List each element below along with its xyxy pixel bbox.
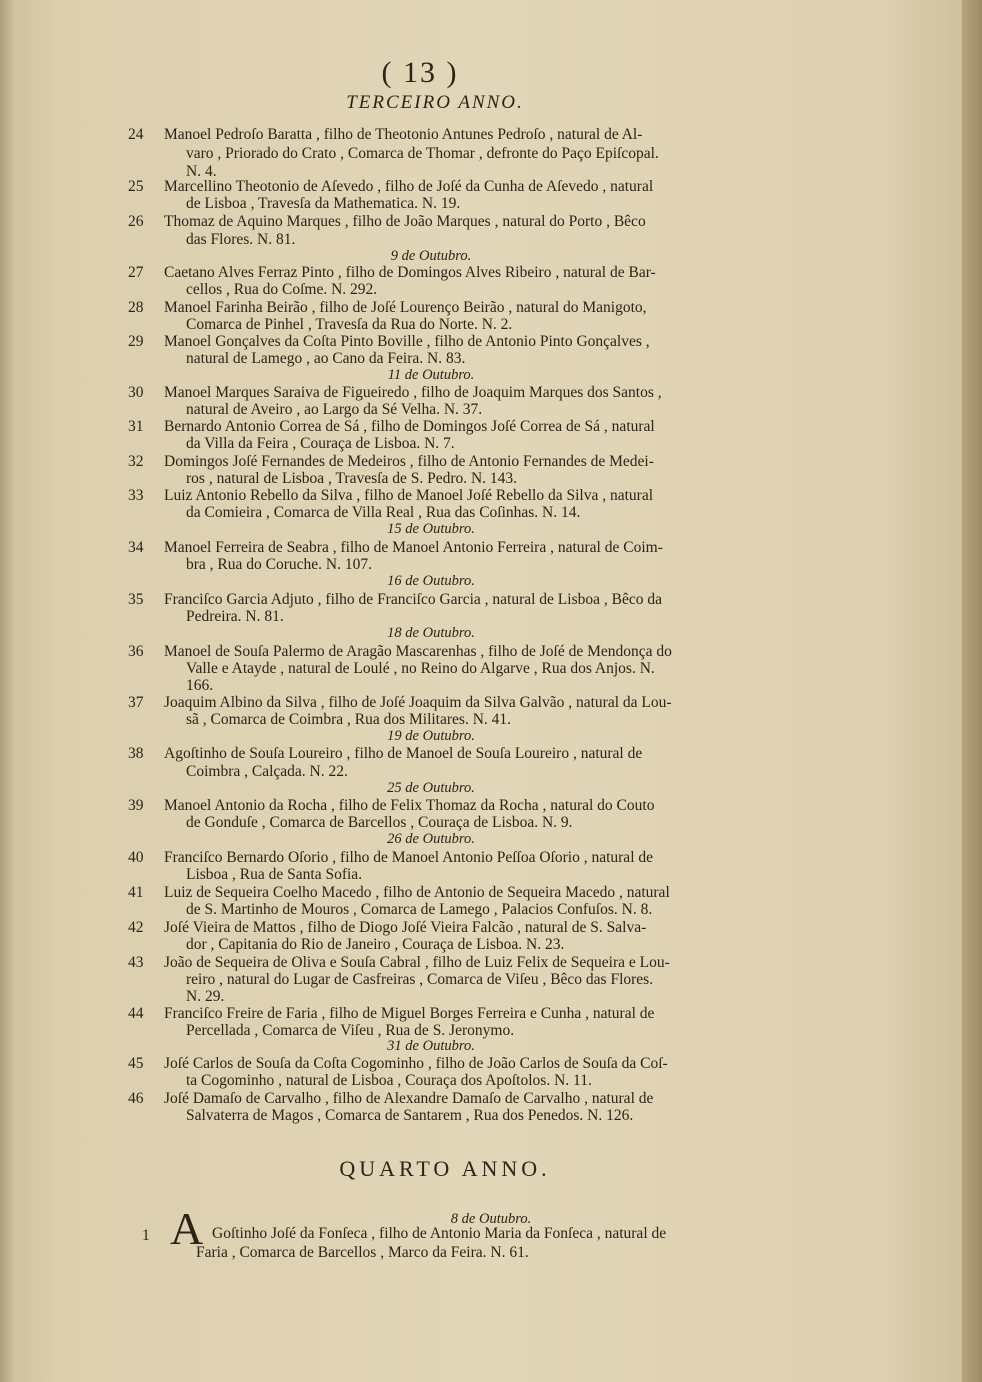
entry-27-line-2 <box>0 280 962 300</box>
entry-text: da Villa da Feira , Couraça de Lisboa. N. 7. <box>186 435 455 452</box>
entry-45-line-2 <box>0 1071 962 1091</box>
entry-number: 1 <box>142 1227 150 1244</box>
entry-25-line-2 <box>0 194 962 214</box>
entry-24-line-2 <box>0 144 962 164</box>
date-heading: 15 de Outubro. <box>387 521 475 537</box>
entry-number: 41 <box>128 884 144 901</box>
entry-text: de S. Martinho de Mouros , Comarca de Lamego , Palacios Confuſos. N. 8. <box>186 901 653 918</box>
entry-text: João de Sequeira de Oliva e Souſa Cabral , filho de Luiz Felix de Sequeira e Lou- <box>164 954 670 971</box>
entry-text: Franciſco Bernardo Oſorio , filho de Manoel Antonio Peſſoa Oſorio , natural de <box>164 849 653 866</box>
entry-text: Manoel Farinha Beirão , filho de Joſé Lourenço Beirão , natural do Manigoto, <box>164 299 647 316</box>
entry-text: Domingos Joſé Fernandes de Medeiros , filho de Antonio Fernandes de Medei- <box>164 453 654 470</box>
entry-text: Goſtinho Joſé da Fonſeca , filho de Antonio Maria da Fonſeca , natural de <box>212 1225 667 1242</box>
entry-text: Manoel Ferreira de Seabra , filho de Manoel Antonio Ferreira , natural de Coim- <box>164 539 663 556</box>
entry-text: Caetano Alves Ferraz Pinto , filho de Domingos Alves Ribeiro , natural de Bar- <box>164 264 656 281</box>
entry-text: Joſé Vieira de Mattos , filho de Diogo Joſé Vieira Falcão , natural de S. Salva- <box>164 919 647 936</box>
entry-text: Lisboa , Rua de Santa Sofia. <box>186 866 363 883</box>
entry-number: 28 <box>128 299 144 316</box>
entry-38-line-1 <box>0 744 962 764</box>
entry-46-line-2 <box>0 1106 962 1126</box>
date-heading: 25 de Outubro. <box>387 780 475 796</box>
entry-text: Manoel Pedroſo Baratta , filho de Theotonio Antunes Pedroſo , natural de Al- <box>164 126 643 143</box>
entry-text: bra , Rua do Coruche. N. 107. <box>186 556 372 573</box>
entry-number: 26 <box>128 213 144 230</box>
entry-number: 34 <box>128 539 144 556</box>
entry-number: 29 <box>128 333 144 350</box>
date-heading: 11 de Outubro. <box>387 367 475 383</box>
entry-text: ta Cogominho , natural de Lisboa , Couraça dos Apoſtolos. N. 11. <box>186 1072 592 1089</box>
entry-text: Luiz de Sequeira Coelho Macedo , filho de Antonio de Sequeira Macedo , natural <box>164 884 670 901</box>
drop-cap: A <box>170 1203 204 1254</box>
entry-text: Joſé Damaſo de Carvalho , filho de Alexandre Damaſo de Carvalho , natural de <box>164 1090 654 1107</box>
entry-text: Pedreira. N. 81. <box>186 608 284 625</box>
section-title-quarto-anno: QUARTO ANNO. <box>339 1156 551 1181</box>
date-heading: 8 de Outubro. <box>450 1211 532 1227</box>
entry-text: dor , Capitania do Rio de Janeiro , Couraça de Lisboa. N. 23. <box>186 936 565 953</box>
entry-text: Faria , Comarca de Barcellos , Marco da Feira. N. 61. <box>196 1244 529 1261</box>
entry-number: 27 <box>128 264 144 281</box>
entry-number: 32 <box>128 453 144 470</box>
entry-text: natural de Lamego , ao Cano da Feira. N. 83. <box>186 350 466 367</box>
entry-text: Luiz Antonio Rebello da Silva , filho de Manoel Joſé Rebello da Silva , natural <box>164 487 654 504</box>
entry-text: Bernardo Antonio Correa de Sá , filho de Domingos Joſé Correa de Sá , natural <box>164 418 655 435</box>
entry-number: 38 <box>128 745 144 762</box>
entry-text: Manoel Marques Saraiva de Figueiredo , filho de Joaquim Marques dos Santos , <box>164 384 662 401</box>
date-heading: 26 de Outubro. <box>387 831 475 847</box>
entry-text: Manoel Gonçalves da Coſta Pinto Boville , filho de Antonio Pinto Gonçalves , <box>164 333 650 350</box>
entry-41-line-2 <box>0 900 962 920</box>
entry-number: 33 <box>128 487 144 504</box>
entry-number: 36 <box>128 643 144 660</box>
entry-number: 25 <box>128 178 144 195</box>
entry-number: 30 <box>128 384 144 401</box>
entry-text: Salvaterra de Magos , Comarca de Santarem , Rua dos Penedos. N. 126. <box>186 1107 634 1124</box>
entry-text: ros , natural de Lisboa , Travesſa de S. Pedro. N. 143. <box>186 470 518 487</box>
entry-text: Manoel de Souſa Palermo de Aragão Mascarenhas , filho de Joſé de Mendonça do <box>164 643 672 660</box>
date-heading: 16 de Outubro. <box>387 573 475 589</box>
entry-text: Marcellino Theotonio de Aſevedo , filho de Joſé da Cunha de Aſevedo , natural <box>164 178 654 195</box>
entry-26-line-1 <box>0 212 962 232</box>
date-heading: 9 de Outubro. <box>390 248 472 264</box>
page-number: ( 13 ) <box>381 56 459 89</box>
entry-text: Franciſco Garcia Adjuto , filho de Franciſco Garcia , natural de Lisboa , Bêco da <box>164 591 662 608</box>
entry-text: Comarca de Pinhel , Travesſa da Rua do Norte. N. 2. <box>186 316 513 333</box>
entry-text: Percellada , Comarca de Viſeu , Rua de S. Jeronymo. <box>186 1022 515 1039</box>
page-edge <box>962 0 982 1382</box>
entry-text: de Gonduſe , Comarca de Barcellos , Couraça de Lisboa. N. 9. <box>186 814 573 831</box>
entry-number: 37 <box>128 694 144 711</box>
date-heading: 18 de Outubro. <box>387 625 475 641</box>
entry-number: 45 <box>128 1055 144 1072</box>
entry-text: Coimbra , Calçada. N. 22. <box>186 763 348 780</box>
entry-number: 42 <box>128 919 144 936</box>
entry-text: Manoel Antonio da Rocha , filho de Felix Thomaz da Rocha , natural do Couto <box>164 797 655 814</box>
entry-text: N. 4. <box>186 163 217 180</box>
entry-number: 44 <box>128 1005 144 1022</box>
quarto-entry-1-line-1 <box>0 1224 962 1244</box>
entry-text: Franciſco Freire de Faria , filho de Miguel Borges Ferreira e Cunha , natural de <box>164 1005 655 1022</box>
entry-31-line-2 <box>0 434 962 454</box>
entry-number: 43 <box>128 954 144 971</box>
date-heading: 19 de Outubro. <box>387 728 475 744</box>
entry-text: Joſé Carlos de Souſa da Coſta Cogominho , filho de João Carlos de Souſa da Coſ- <box>164 1055 668 1072</box>
entry-text: 166. <box>186 677 214 694</box>
entry-text: N. 29. <box>186 988 225 1005</box>
entry-number: 39 <box>128 797 144 814</box>
entry-42-line-2 <box>0 935 962 955</box>
entry-text: da Comieira , Comarca de Villa Real , Rua das Coſinhas. N. 14. <box>186 504 581 521</box>
entry-text: natural de Aveiro , ao Largo da Sé Velha. N. 37. <box>186 401 483 418</box>
entry-text: de Lisboa , Travesſa da Mathematica. N. 19. <box>186 195 461 212</box>
entry-number: 35 <box>128 591 144 608</box>
section-title-terceiro-anno: TERCEIRO ANNO. <box>346 92 524 113</box>
entry-text: Agoſtinho de Souſa Loureiro , filho de Manoel de Souſa Loureiro , natural de <box>164 745 643 762</box>
entry-text: das Flores. N. 81. <box>186 231 296 248</box>
entry-text: Valle e Atayde , natural de Loulé , no Reino do Algarve , Rua dos Anjos. N. <box>186 660 655 677</box>
entry-number: 40 <box>128 849 144 866</box>
entry-text: cellos , Rua do Coſme. N. 292. <box>186 281 378 298</box>
entry-24-line-1 <box>0 125 962 145</box>
quarto-entry-1-line-2 <box>0 1243 962 1263</box>
entry-number: 24 <box>128 126 144 143</box>
entry-number: 31 <box>128 418 144 435</box>
entry-number: 46 <box>128 1090 144 1107</box>
entry-text: Joaquim Albino da Silva , filho de Joſé Joaquim da Silva Galvão , natural da Lou- <box>164 694 672 711</box>
entry-text: sã , Comarca de Coimbra , Rua dos Militares. N. 41. <box>186 711 512 728</box>
date-heading: 31 de Outubro. <box>387 1038 475 1054</box>
entry-text: reiro , natural do Lugar de Casfreiras , Comarca de Viſeu , Bêco das Flores. <box>186 971 654 988</box>
entry-text: varo , Priorado do Crato , Comarca de Thomar , defronte do Paço Epiſcopal. <box>186 145 659 162</box>
entry-40-line-2 <box>0 865 962 885</box>
entry-text: Thomaz de Aquino Marques , filho de João Marques , natural do Porto , Bêco <box>164 213 646 230</box>
